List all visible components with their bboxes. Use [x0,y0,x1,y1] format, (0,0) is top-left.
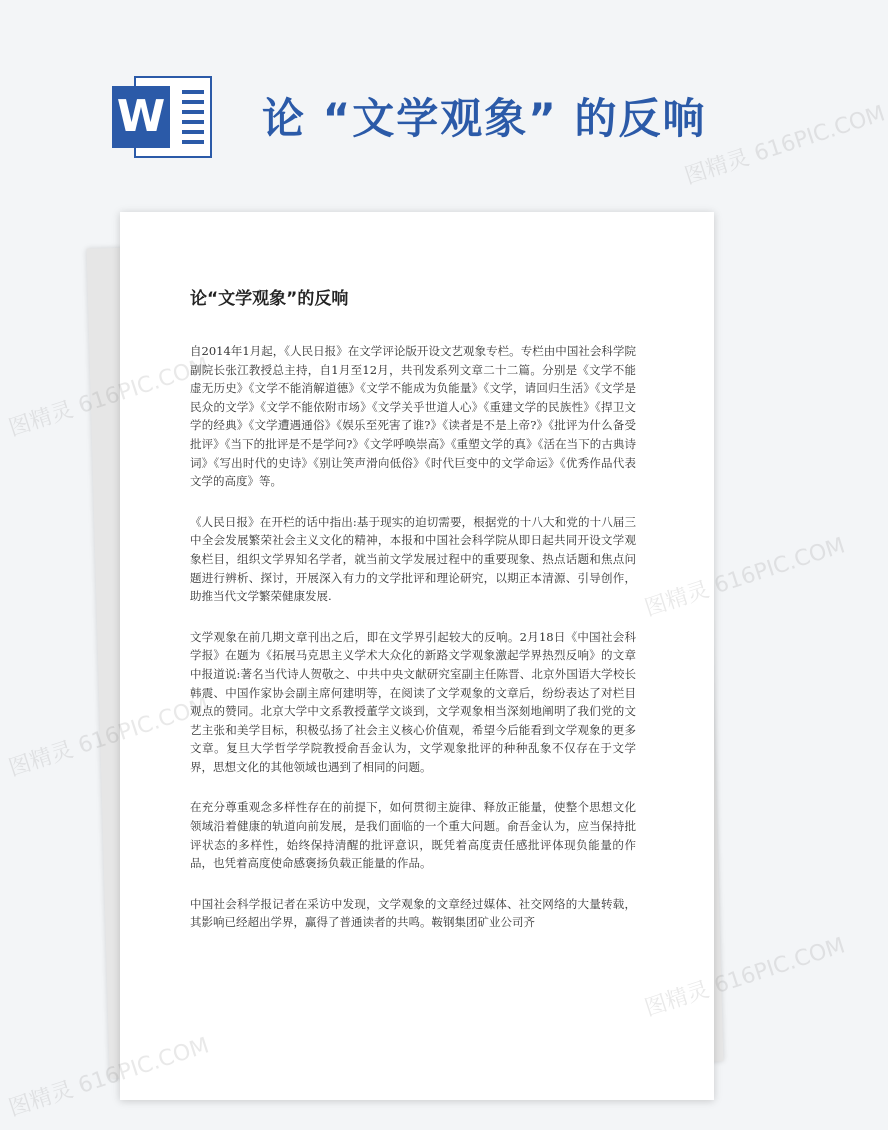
banner [0,0,800,210]
paragraph-4: 在充分尊重观念多样性存在的前提下，如何贯彻主旋律、释放正能量，使整个思想文化领域沿着健康的轨道向前发展，是我们面临的一个重大问题。俞吾金认为，应当保持批评状态的多样性，始终保持清醒的批评意识，既凭着高度责任感批评体现负能量的作品，也凭着高度使命感褒扬负载正能量的作品。 [190,800,636,871]
document-page [120,212,714,1100]
document-body [190,342,636,954]
watermark: 图精灵 [5,397,77,442]
watermark: 图精灵 616PIC.COM [641,933,849,1022]
watermark: 图精灵 616PIC.COM [681,101,888,190]
watermark: 图精灵 616PIC.COM [641,533,849,622]
paragraph-5: 中国社会科学报记者在采访中发现，文学观象的文章经过媒体、社交网络的大量转载，其影响已经超出学界，赢得了普通读者的共鸣。鞍钢集团矿业公司齐 [190,896,636,930]
paragraph-1: 自2014年1月起，《人民日报》在文学评论版开设文艺观象专栏。专栏由中国社会科学院副院长张江教授总主持，自1月至12月，共刊发系列文章二十二篇。分别是《文学不能虚无历史》《文学不能消解道德》《文学不能成为负能量》《文学，请回归生活》《文学是民众的文学》《文学不能依附市场》《文学关乎世道人心》《重建文学的民族性》《捍卫文学的经典》《文学遭遇通俗》《娱乐至死害了谁?》《读者是不是上帝?》《批评为什么备受批评》《当下的批评是不是学问?》《文学呼唤崇高》《重塑文学的真》《活在当下的古典诗词》《写出时代的史诗》《别让笑声滑向低俗》《时代巨变中的文学命运》《优秀作品代表文学的高度》等。 [190,344,636,489]
document-title: 论“文学观象”的反响 [190,289,349,309]
word-document-icon [112,76,212,158]
watermark: 图精灵 [5,1077,77,1122]
watermark: 图精灵 [5,737,77,782]
paragraph-3: 文学观象在前几期文章刊出之后，即在文学界引起较大的反响。2月18日《中国社会科学报》在题为《拓展马克思主义学术大众化的新路文学观象激起学界热烈反响》的文章中报道说:著名当代诗人贺敬之、中共中央文献研究室副主任陈晋、北京外国语大学校长韩震、中国作家协会副主席何建明等，在阅读了文学观象的文章后，纷纷表达了对栏目观点的赞同。北京大学中文系教授董学文谈到，文学观象相当深刻地阐明了我们党的文艺主张和美学目标，积极弘扬了社会主义核心价值观，希望今后能看到文学观象的更多文章。复旦大学哲学学院教授俞吾金认为，文学观象批评的种种乱象不仅存在于文学界，思想文化的其他领域也遇到了相同的问题。 [190,629,636,774]
word-logo-letter: W [112,86,170,148]
paragraph-2: 《人民日报》在开栏的话中指出:基于现实的迫切需要，根据党的十八大和党的十八届三中全会发展繁荣社会主义文化的精神，本报和中国社会科学院从即日起共同开设文学观象栏目，组织文学界知名学者，就当前文学发展过程中的重要现象、热点话题和焦点问题进行辨析、探讨，开展深入有力的文学批评和理论研究，以期正本清源、引导创作，助推当代文学繁荣健康发展. [190,514,636,604]
banner-title: 论 “文学观象” 的反响 [262,94,707,143]
